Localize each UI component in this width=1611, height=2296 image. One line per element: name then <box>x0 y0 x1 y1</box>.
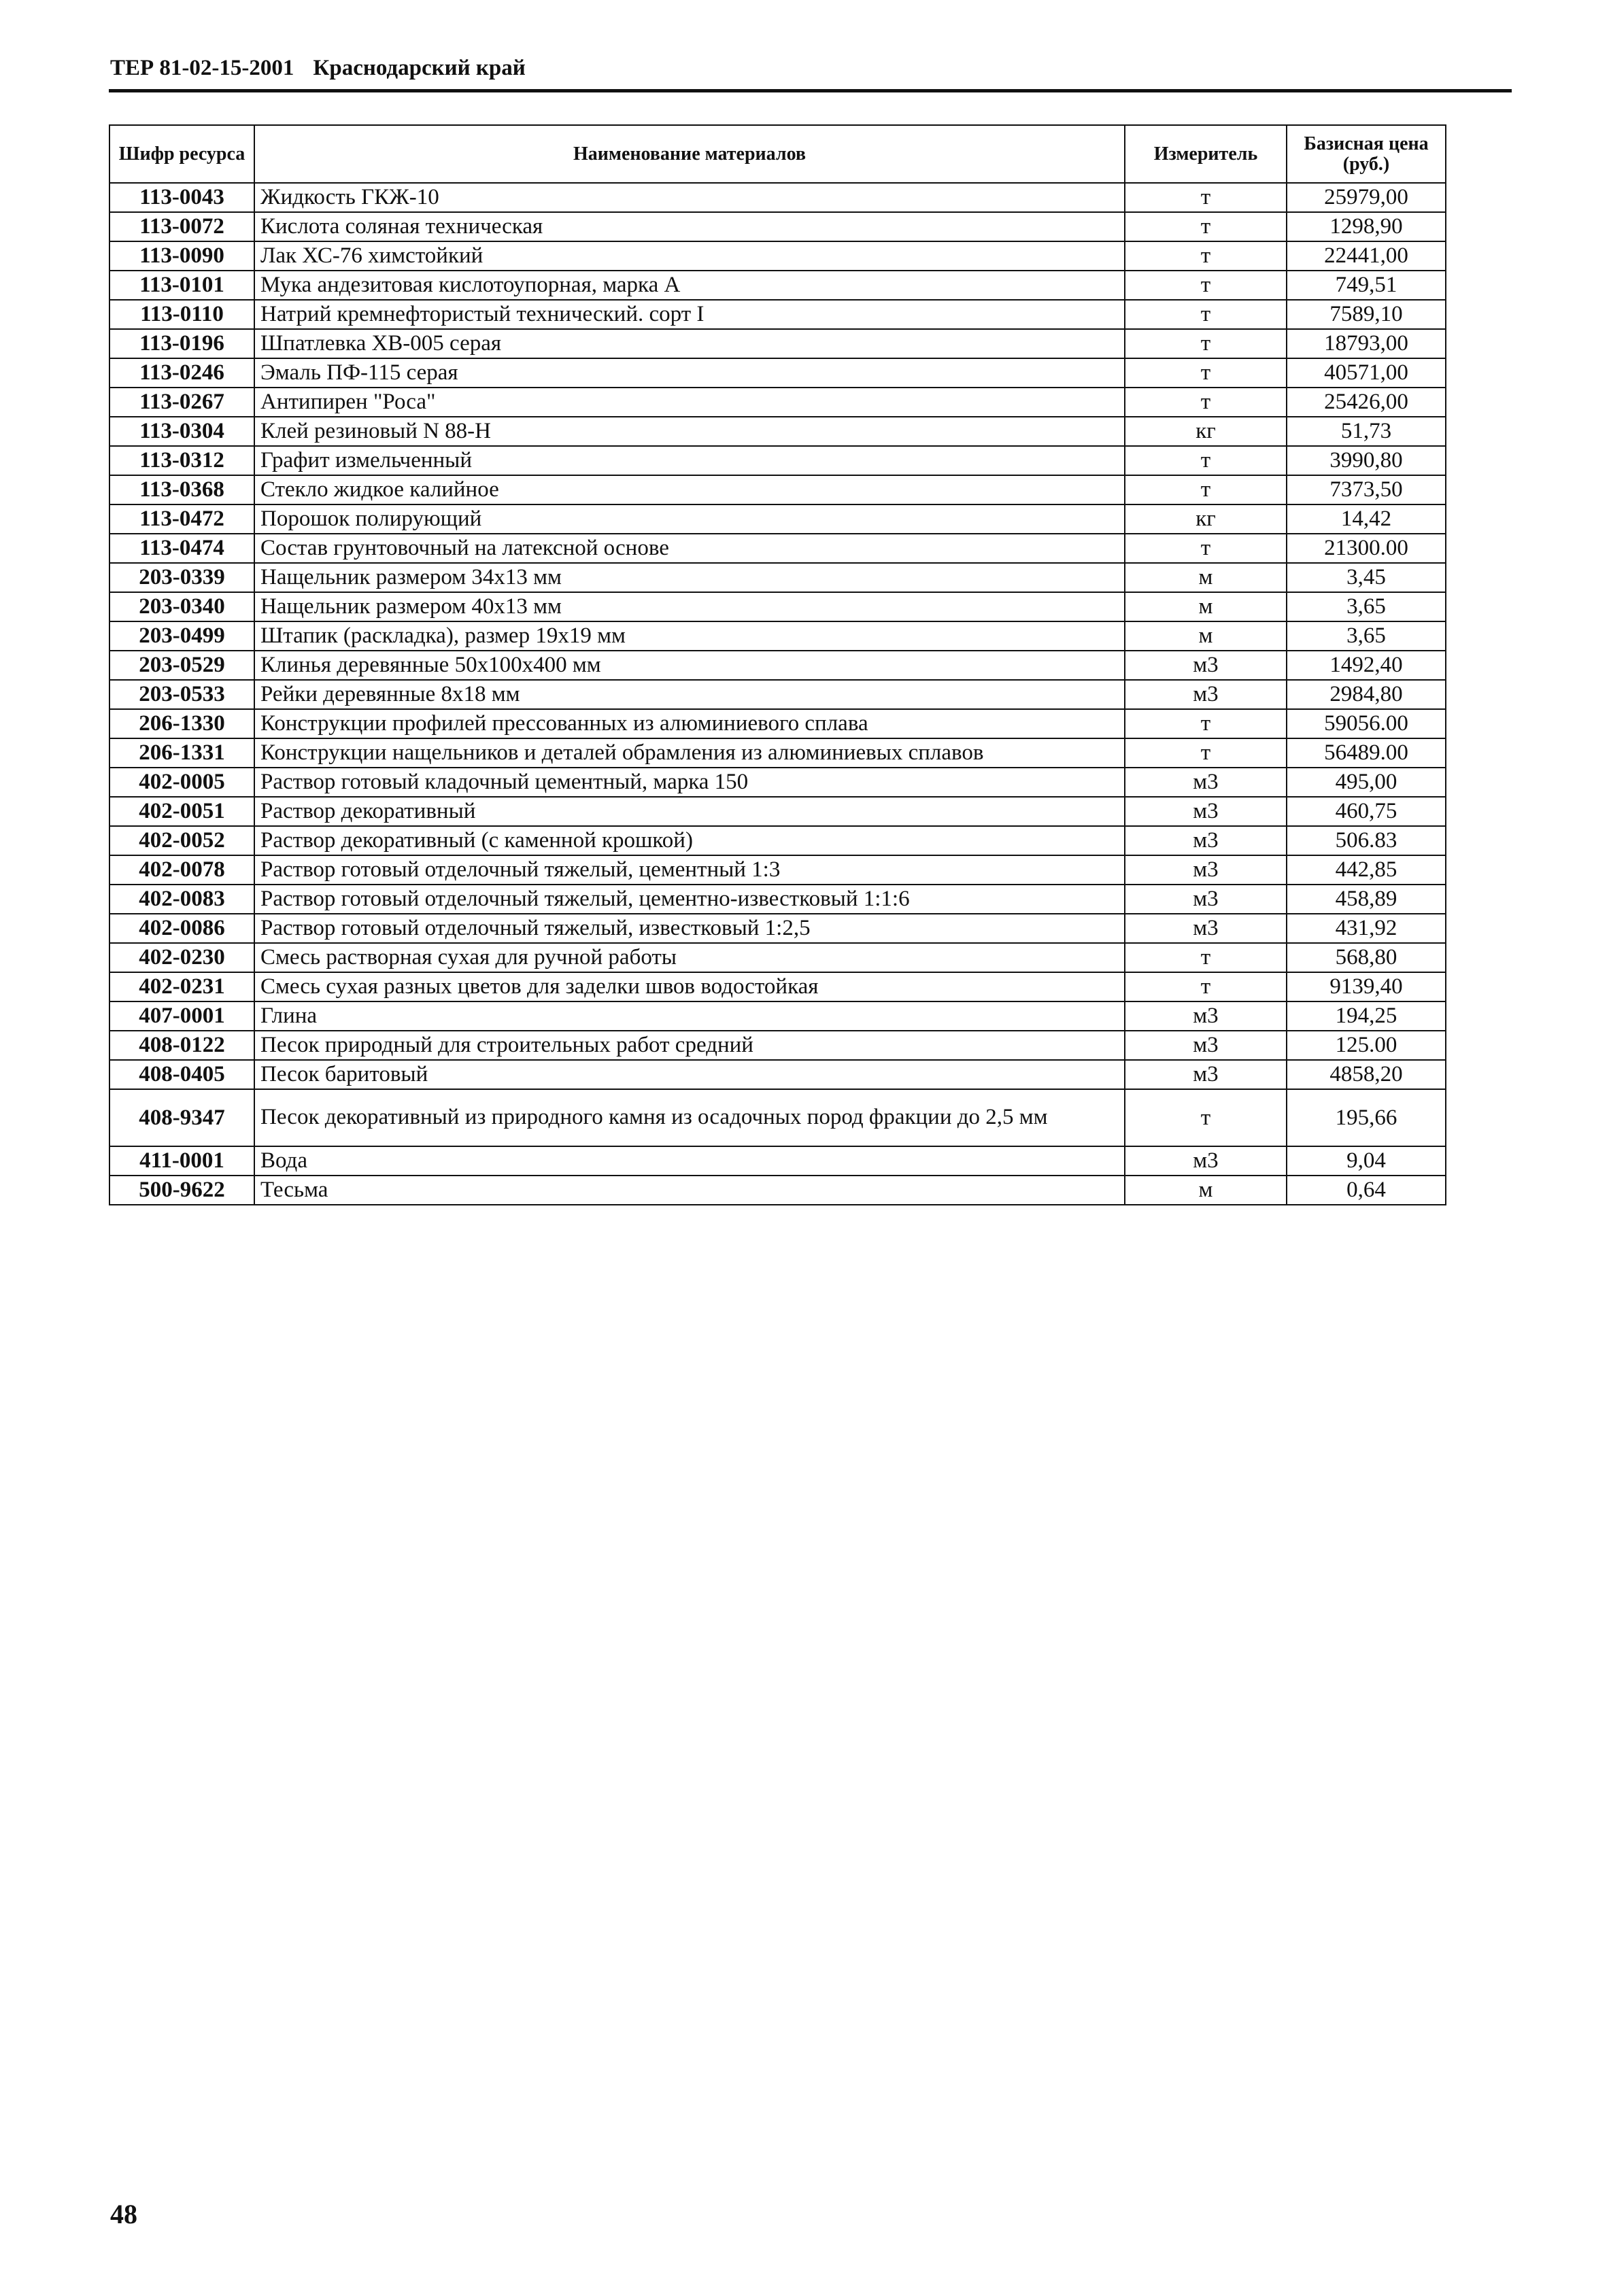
price-cell: 40571,00 <box>1287 358 1446 388</box>
price-cell: 4858,20 <box>1287 1060 1446 1089</box>
table-row <box>109 534 1446 563</box>
resource-code-cell: 113-0368 <box>109 475 254 504</box>
column-header-code: Шифр ресурса <box>109 125 254 183</box>
unit-cell: м3 <box>1125 768 1287 797</box>
price-cell: 25426,00 <box>1287 388 1446 417</box>
table-row <box>109 1089 1446 1146</box>
header-divider <box>109 89 1512 92</box>
resource-code-cell: 203-0533 <box>109 680 254 709</box>
price-cell: 506.83 <box>1287 826 1446 855</box>
resource-code-cell: 113-0267 <box>109 388 254 417</box>
material-name-cell: Глина <box>254 1001 1125 1031</box>
resource-code-cell: 113-0101 <box>109 271 254 300</box>
material-name-cell: Лак ХС-76 химстойкий <box>254 241 1125 271</box>
unit-cell: кг <box>1125 504 1287 534</box>
material-name-cell: Клинья деревянные 50х100х400 мм <box>254 651 1125 680</box>
material-name-cell: Кислота соляная техническая <box>254 212 1125 241</box>
table-header-row <box>109 125 1446 183</box>
resource-code-cell: 402-0231 <box>109 972 254 1001</box>
table-row <box>109 1060 1446 1089</box>
material-name-cell: Песок природный для строительных работ средний <box>254 1031 1125 1060</box>
resource-code-cell: 206-1330 <box>109 709 254 738</box>
price-cell: 195,66 <box>1287 1089 1446 1146</box>
unit-cell: т <box>1125 358 1287 388</box>
table-row <box>109 768 1446 797</box>
unit-cell: м3 <box>1125 1060 1287 1089</box>
unit-cell: т <box>1125 241 1287 271</box>
unit-cell: т <box>1125 943 1287 972</box>
table-row <box>109 943 1446 972</box>
resource-code-cell: 203-0499 <box>109 621 254 651</box>
material-name-cell: Мука андезитовая кислотоупорная, марка А <box>254 271 1125 300</box>
resource-code-cell: 113-0304 <box>109 417 254 446</box>
price-cell: 51,73 <box>1287 417 1446 446</box>
price-cell: 59056.00 <box>1287 709 1446 738</box>
material-name-cell: Смесь сухая разных цветов для заделки швов водостойкая <box>254 972 1125 1001</box>
price-cell: 495,00 <box>1287 768 1446 797</box>
price-cell: 22441,00 <box>1287 241 1446 271</box>
column-header-name: Наименование материалов <box>254 125 1125 183</box>
table-row <box>109 1001 1446 1031</box>
price-cell: 14,42 <box>1287 504 1446 534</box>
material-name-cell: Порошок полирующий <box>254 504 1125 534</box>
table-body <box>109 183 1446 1205</box>
price-cell: 18793,00 <box>1287 329 1446 358</box>
price-cell: 21300.00 <box>1287 534 1446 563</box>
material-name-cell: Раствор готовый отделочный тяжелый, цементный 1:3 <box>254 855 1125 885</box>
unit-cell: м <box>1125 592 1287 621</box>
unit-cell: т <box>1125 738 1287 768</box>
unit-cell: т <box>1125 329 1287 358</box>
unit-cell: м <box>1125 563 1287 592</box>
table-row <box>109 972 1446 1001</box>
table-row <box>109 446 1446 475</box>
unit-cell: т <box>1125 446 1287 475</box>
price-cell: 56489.00 <box>1287 738 1446 768</box>
page-number: 48 <box>110 2199 137 2229</box>
table-row <box>109 504 1446 534</box>
table-row <box>109 212 1446 241</box>
price-cell: 460,75 <box>1287 797 1446 826</box>
material-name-cell: Раствор декоративный <box>254 797 1125 826</box>
unit-cell: м <box>1125 1176 1287 1205</box>
unit-cell: м3 <box>1125 1146 1287 1176</box>
unit-cell: т <box>1125 300 1287 329</box>
table-row <box>109 388 1446 417</box>
table-row <box>109 797 1446 826</box>
resource-code-cell: 402-0052 <box>109 826 254 855</box>
column-header-unit: Измеритель <box>1125 125 1287 183</box>
material-name-cell: Вода <box>254 1146 1125 1176</box>
table-row <box>109 592 1446 621</box>
resource-code-cell: 408-9347 <box>109 1089 254 1146</box>
price-cell: 2984,80 <box>1287 680 1446 709</box>
price-cell: 458,89 <box>1287 885 1446 914</box>
resource-code-cell: 402-0086 <box>109 914 254 943</box>
unit-cell: т <box>1125 388 1287 417</box>
table-row <box>109 855 1446 885</box>
material-name-cell: Клей резиновый N 88-Н <box>254 417 1125 446</box>
material-name-cell: Жидкость ГКЖ-10 <box>254 183 1125 212</box>
price-cell: 431,92 <box>1287 914 1446 943</box>
table-row <box>109 358 1446 388</box>
material-name-cell: Стекло жидкое калийное <box>254 475 1125 504</box>
column-header-price: Базисная цена (руб.) <box>1287 125 1446 183</box>
material-name-cell: Песок баритовый <box>254 1060 1125 1089</box>
resource-code-cell: 113-0090 <box>109 241 254 271</box>
table-row <box>109 709 1446 738</box>
table-row <box>109 475 1446 504</box>
material-name-cell: Тесьма <box>254 1176 1125 1205</box>
material-name-cell: Раствор готовый отделочный тяжелый, цементно-известковый 1:1:6 <box>254 885 1125 914</box>
material-name-cell: Раствор готовый отделочный тяжелый, известковый 1:2,5 <box>254 914 1125 943</box>
price-cell: 9,04 <box>1287 1146 1446 1176</box>
material-name-cell: Раствор декоративный (с каменной крошкой) <box>254 826 1125 855</box>
price-cell: 7373,50 <box>1287 475 1446 504</box>
material-name-cell: Смесь растворная сухая для ручной работы <box>254 943 1125 972</box>
resource-code-cell: 113-0072 <box>109 212 254 241</box>
unit-cell: т <box>1125 475 1287 504</box>
table-row <box>109 241 1446 271</box>
unit-cell: м3 <box>1125 680 1287 709</box>
unit-cell: м3 <box>1125 885 1287 914</box>
table-row <box>109 271 1446 300</box>
material-name-cell: Конструкции профилей прессованных из алюминиевого сплава <box>254 709 1125 738</box>
price-cell: 568,80 <box>1287 943 1446 972</box>
unit-cell: м3 <box>1125 1031 1287 1060</box>
unit-cell: т <box>1125 972 1287 1001</box>
price-cell: 1492,40 <box>1287 651 1446 680</box>
unit-cell: т <box>1125 709 1287 738</box>
table-row <box>109 563 1446 592</box>
unit-cell: т <box>1125 183 1287 212</box>
unit-cell: кг <box>1125 417 1287 446</box>
resource-code-cell: 206-1331 <box>109 738 254 768</box>
resource-code-cell: 113-0110 <box>109 300 254 329</box>
material-name-cell: Состав грунтовочный на латексной основе <box>254 534 1125 563</box>
resource-code-cell: 402-0230 <box>109 943 254 972</box>
material-name-cell: Конструкции нащельников и деталей обрамления из алюминиевых сплавов <box>254 738 1125 768</box>
resource-code-cell: 407-0001 <box>109 1001 254 1031</box>
table-row <box>109 1031 1446 1060</box>
resource-code-cell: 113-0196 <box>109 329 254 358</box>
table-row <box>109 1146 1446 1176</box>
table-row <box>109 417 1446 446</box>
price-cell: 25979,00 <box>1287 183 1446 212</box>
price-cell: 1298,90 <box>1287 212 1446 241</box>
resource-code-cell: 203-0340 <box>109 592 254 621</box>
material-name-cell: Натрий кремнефтористый технический. сорт I <box>254 300 1125 329</box>
material-name-cell: Нащельник размером 40х13 мм <box>254 592 1125 621</box>
resource-code-cell: 408-0122 <box>109 1031 254 1060</box>
table-row <box>109 680 1446 709</box>
resource-code-cell: 203-0529 <box>109 651 254 680</box>
price-cell: 3,45 <box>1287 563 1446 592</box>
material-name-cell: Графит измельченный <box>254 446 1125 475</box>
unit-cell: м3 <box>1125 826 1287 855</box>
material-name-cell: Раствор готовый кладочный цементный, марка 150 <box>254 768 1125 797</box>
table-row <box>109 914 1446 943</box>
unit-cell: м3 <box>1125 914 1287 943</box>
price-cell: 9139,40 <box>1287 972 1446 1001</box>
region-name: Краснодарский край <box>313 56 526 80</box>
resource-code-cell: 500-9622 <box>109 1176 254 1205</box>
unit-cell: м3 <box>1125 1001 1287 1031</box>
price-cell: 7589,10 <box>1287 300 1446 329</box>
price-cell: 3990,80 <box>1287 446 1446 475</box>
resource-code-cell: 402-0005 <box>109 768 254 797</box>
price-cell: 749,51 <box>1287 271 1446 300</box>
unit-cell: м3 <box>1125 855 1287 885</box>
unit-cell: т <box>1125 271 1287 300</box>
material-name-cell: Антипирен "Роса" <box>254 388 1125 417</box>
table-row <box>109 329 1446 358</box>
table-row <box>109 183 1446 212</box>
price-cell: 125.00 <box>1287 1031 1446 1060</box>
unit-cell: м3 <box>1125 797 1287 826</box>
document-code: ТЕР 81-02-15-2001 <box>110 56 294 80</box>
table-row <box>109 885 1446 914</box>
resource-code-cell: 113-0474 <box>109 534 254 563</box>
resource-code-cell: 411-0001 <box>109 1146 254 1176</box>
unit-cell: т <box>1125 212 1287 241</box>
materials-price-table <box>109 124 1446 1205</box>
resource-code-cell: 402-0051 <box>109 797 254 826</box>
price-cell: 442,85 <box>1287 855 1446 885</box>
material-name-cell: Штапик (раскладка), размер 19х19 мм <box>254 621 1125 651</box>
unit-cell: м <box>1125 621 1287 651</box>
table-row <box>109 1176 1446 1205</box>
resource-code-cell: 408-0405 <box>109 1060 254 1089</box>
price-cell: 3,65 <box>1287 621 1446 651</box>
table-row <box>109 300 1446 329</box>
table-row <box>109 738 1446 768</box>
price-cell: 194,25 <box>1287 1001 1446 1031</box>
material-name-cell: Нащельник размером 34х13 мм <box>254 563 1125 592</box>
unit-cell: м3 <box>1125 651 1287 680</box>
table-row <box>109 621 1446 651</box>
material-name-cell: Рейки деревянные 8х18 мм <box>254 680 1125 709</box>
resource-code-cell: 402-0078 <box>109 855 254 885</box>
table-row <box>109 651 1446 680</box>
resource-code-cell: 402-0083 <box>109 885 254 914</box>
unit-cell: т <box>1125 534 1287 563</box>
resource-code-cell: 113-0043 <box>109 183 254 212</box>
resource-code-cell: 203-0339 <box>109 563 254 592</box>
table-row <box>109 826 1446 855</box>
page-header <box>110 56 526 81</box>
resource-code-cell: 113-0312 <box>109 446 254 475</box>
material-name-cell: Шпатлевка ХВ-005 серая <box>254 329 1125 358</box>
material-name-cell: Эмаль ПФ-115 серая <box>254 358 1125 388</box>
unit-cell: т <box>1125 1089 1287 1146</box>
price-cell: 0,64 <box>1287 1176 1446 1205</box>
material-name-cell: Песок декоративный из природного камня из осадочных пород фракции до 2,5 мм <box>254 1089 1125 1146</box>
resource-code-cell: 113-0472 <box>109 504 254 534</box>
price-cell: 3,65 <box>1287 592 1446 621</box>
resource-code-cell: 113-0246 <box>109 358 254 388</box>
